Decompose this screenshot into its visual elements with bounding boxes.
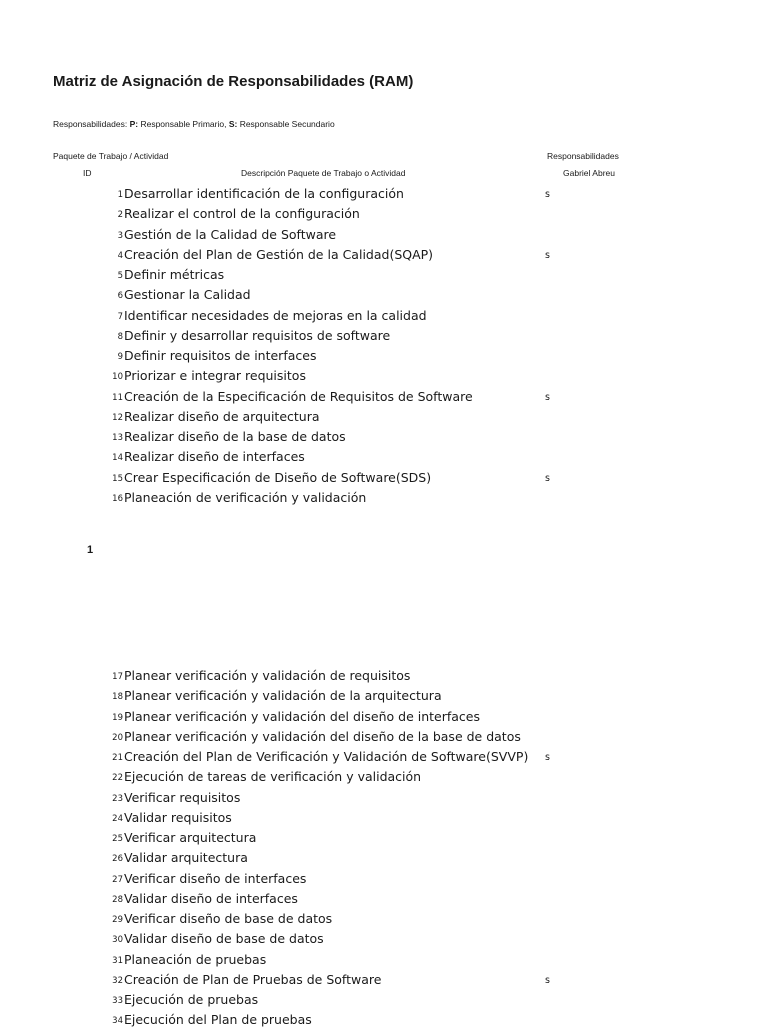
row-id: 10 [112,372,123,383]
row-id: 30 [112,935,123,946]
row-responsibility: s [545,974,550,986]
header-person: Gabriel Abreu [563,168,615,178]
table-row [0,344,768,364]
row-id: 27 [112,874,123,885]
legend [53,119,335,129]
row-description: Verificar diseño de interfaces [124,870,307,886]
row-id: 3 [117,230,123,241]
table-row [0,182,768,202]
row-description: Ejecución de pruebas [124,992,259,1007]
page-title: Matriz de Asignación de Responsabilidades (RAM) [53,73,414,90]
page-number: 1 [87,544,94,556]
row-description: Planeación de pruebas [124,951,267,967]
legend-s-text: Responsable Secundario [239,119,335,129]
row-description: Definir métricas [124,267,225,282]
row-id: 21 [112,753,123,763]
row-id: 24 [112,813,123,824]
row-description: Validar requisitos [124,809,232,825]
row-id: 26 [112,854,123,865]
row-id: 16 [112,493,123,504]
row-description: Creación del Plan de Gestión de la Calidad(SQAP) [124,246,434,262]
row-description: Creación del Plan de Verificación y Validación de Software(SVVP) [124,749,529,764]
row-description: Verificar arquitectura [124,830,257,845]
row-id: 9 [117,352,123,362]
table-row [0,948,768,968]
row-id: 11 [112,392,123,403]
row-responsibility: s [545,472,550,484]
table-row [0,846,768,866]
legend-label: Responsabilidades: [53,119,128,129]
row-description: Planear verificación y validación de requisitos [124,668,411,683]
table-row [0,223,768,243]
row-responsibility: s [545,391,550,403]
table-row [0,263,768,283]
table-row [0,1008,768,1028]
legend-p-text: Responsable Primario, [140,119,227,129]
table-row [0,664,768,684]
row-description: Realizar diseño de arquitectura [124,408,320,424]
row-description: Crear Especificación de Diseño de Software(SDS) [124,469,432,485]
table-row [0,867,768,887]
row-description: Validar diseño de interfaces [124,890,298,906]
row-description: Definir requisitos de interfaces [124,348,317,363]
row-id: 22 [112,773,123,784]
table-row [0,405,768,425]
table-row [0,364,768,384]
table-row [0,705,768,725]
table-row [0,927,768,947]
row-id: 6 [117,291,123,302]
table-row [0,304,768,324]
row-description: Ejecución del Plan de pruebas [124,1012,312,1028]
row-id: 20 [112,732,123,743]
table-row [0,425,768,445]
row-id: 18 [112,692,123,703]
table-row [0,202,768,222]
row-description: Desarrollar identificación de la configuración [124,186,404,201]
row-description: Realizar diseño de interfaces [124,449,305,465]
table-row [0,684,768,704]
row-id: 12 [112,412,123,423]
row-id: 29 [112,915,123,925]
table-row [0,806,768,826]
row-id: 19 [112,712,123,723]
row-description: Gestión de la Calidad de Software [124,226,337,242]
row-id: 13 [112,433,123,443]
table-row [0,445,768,465]
row-id: 17 [112,672,123,682]
row-id: 8 [117,331,123,342]
row-id: 2 [117,210,123,221]
row-description: Planear verificación y validación del diseño de interfaces [124,708,480,724]
row-id: 1 [117,190,123,200]
row-id: 34 [112,1016,123,1027]
row-description: Verificar requisitos [124,789,241,805]
row-id: 15 [112,473,123,484]
table-row [0,385,768,405]
row-responsibility: s [545,189,550,200]
header-responsibilities: Responsabilidades [547,151,619,161]
table-row [0,826,768,846]
table-row [0,887,768,907]
row-id: 5 [117,271,123,281]
row-id: 25 [112,834,123,844]
row-description: Priorizar e integrar requisitos [124,368,306,384]
table-row [0,324,768,344]
row-responsibility: s [545,752,550,763]
table-row [0,745,768,765]
row-description: Definir y desarrollar requisitos de software [124,327,391,343]
row-id: 23 [112,793,123,804]
table-row [0,786,768,806]
table-row [0,466,768,486]
table-row [0,725,768,745]
row-id: 7 [117,311,123,322]
row-description: Planear verificación y validación del diseño de la base de datos [124,728,521,744]
row-id: 28 [112,894,123,905]
row-description: Validar diseño de base de datos [124,931,324,947]
legend-s-key: S: [228,119,238,129]
row-description: Creación de Plan de Pruebas de Software [124,971,382,987]
header-id: ID [83,168,92,178]
table-row [0,486,768,506]
row-description: Planear verificación y validación de la arquitectura [124,688,442,704]
row-id: 32 [112,975,123,986]
row-description: Ejecución de tareas de verificación y validación [124,769,422,785]
row-id: 4 [117,250,123,261]
row-description: Validar arquitectura [124,850,248,866]
table-row [0,968,768,988]
table-row [0,243,768,263]
row-id: 14 [112,453,123,464]
row-responsibility: s [545,249,550,261]
row-description: Realizar diseño de la base de datos [124,429,346,444]
row-description: Planeación de verificación y validación [124,489,367,505]
row-id: 33 [112,996,123,1006]
table-row [0,283,768,303]
row-description: Realizar el control de la configuración [124,206,360,222]
legend-p-key: P: [129,119,139,129]
row-description: Identificar necesidades de mejoras en la calidad [124,307,427,323]
header-description: Descripción Paquete de Trabajo o Actividad [241,168,406,178]
row-description: Creación de la Especificación de Requisitos de Software [124,388,473,404]
row-description: Verificar diseño de base de datos [124,911,333,926]
table-row [0,988,768,1008]
header-package: Paquete de Trabajo / Actividad [53,151,169,161]
table-row [0,765,768,785]
table-row [0,907,768,927]
row-id: 31 [112,955,123,966]
row-description: Gestionar la Calidad [124,287,251,303]
